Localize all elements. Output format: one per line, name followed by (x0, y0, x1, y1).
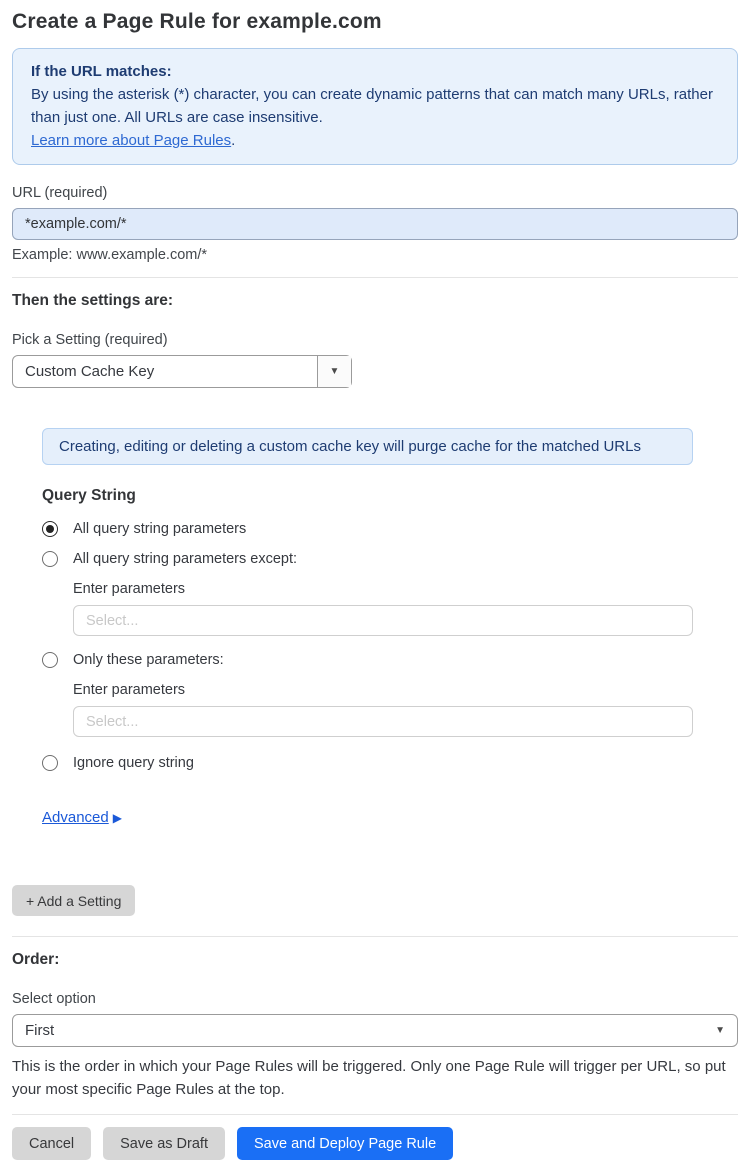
page-title: Create a Page Rule for example.com (12, 10, 382, 33)
order-select[interactable] (12, 1014, 738, 1047)
info-box-heading: If the URL matches: (31, 63, 172, 80)
radio-label: Ignore query string (73, 755, 194, 771)
advanced-link[interactable] (42, 809, 122, 826)
save-draft-button[interactable]: Save as Draft (103, 1127, 225, 1160)
footer-actions (12, 1127, 738, 1160)
link-suffix: . (231, 132, 236, 149)
order-heading: Order: (12, 951, 60, 968)
except-params-group (73, 581, 738, 636)
url-field-label: URL (required) (12, 185, 108, 201)
radio-all-query-params[interactable] (42, 521, 738, 537)
radio-label: All query string parameters except: (73, 551, 298, 567)
url-match-info-box (12, 48, 738, 165)
divider (12, 277, 738, 278)
save-deploy-button[interactable]: Save and Deploy Page Rule (237, 1127, 453, 1160)
order-select-value: First (25, 1022, 55, 1039)
pick-setting-label: Pick a Setting (required) (12, 332, 168, 348)
only-parameters-input[interactable] (73, 706, 693, 737)
add-setting-button[interactable]: + Add a Setting (12, 885, 135, 916)
radio-only-these-params[interactable] (42, 652, 738, 668)
radio-button-icon[interactable] (42, 521, 58, 537)
radio-button-icon[interactable] (42, 652, 58, 668)
divider (12, 936, 738, 937)
url-input[interactable] (12, 208, 738, 240)
custom-cache-key-panel (42, 428, 738, 827)
order-help-text: This is the order in which your Page Rules will be triggered. Only one Page Rule will trigger per URL, so put your most specific Page Rules at the top. (12, 1058, 726, 1098)
learn-more-link[interactable]: Learn more about Page Rules (31, 132, 232, 149)
radio-ignore-query-string[interactable] (42, 755, 738, 771)
advanced-link-label: Advanced (42, 809, 109, 826)
info-box-link-row (31, 129, 719, 152)
select-chevron-icon: ▼ (715, 1025, 725, 1036)
only-params-group (73, 682, 738, 737)
divider (12, 1114, 738, 1115)
enter-parameters-label: Enter parameters (73, 581, 186, 597)
enter-parameters-label: Enter parameters (73, 682, 186, 698)
setting-select-dropdown-button[interactable] (317, 356, 351, 387)
cancel-button[interactable]: Cancel (12, 1127, 91, 1160)
advanced-arrow-icon: ▶ (112, 811, 122, 825)
radio-label: All query string parameters (73, 521, 247, 537)
info-box-body: By using the asterisk (*) character, you can create dynamic patterns that can match many URLs, rather than just one. All URLs are case insensitive. (31, 86, 713, 126)
dropdown-arrow-icon: ▼ (329, 366, 340, 377)
settings-section-heading: Then the settings are: (12, 292, 174, 309)
radio-label: Only these parameters: (73, 652, 224, 668)
setting-select[interactable] (12, 355, 352, 388)
except-parameters-input[interactable] (73, 605, 693, 636)
radio-button-icon[interactable] (42, 551, 58, 567)
radio-all-params-except[interactable] (42, 551, 738, 567)
purge-cache-notice: Creating, editing or deleting a custom cache key will purge cache for the matched URLs (42, 428, 693, 465)
url-example-hint: Example: www.example.com/* (12, 247, 208, 263)
radio-button-icon[interactable] (42, 755, 58, 771)
setting-select-value: Custom Cache Key (25, 363, 155, 380)
order-select-label: Select option (12, 991, 96, 1007)
query-string-heading: Query String (42, 487, 136, 504)
